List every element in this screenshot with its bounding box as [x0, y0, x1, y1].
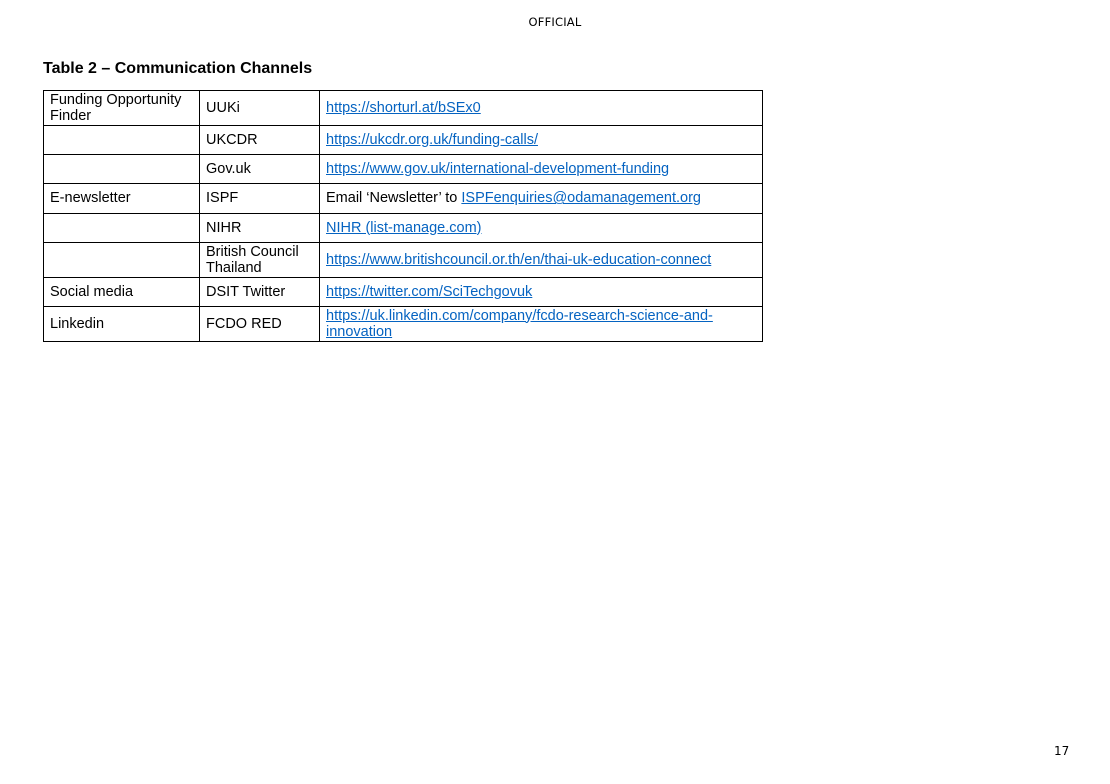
channel-cell: DSIT Twitter — [200, 278, 320, 307]
channel-link[interactable]: https://www.britishcouncil.or.th/en/thai-uk-education-connect — [326, 251, 712, 268]
communication-channels-table — [43, 90, 763, 342]
category-cell — [44, 126, 200, 155]
channel-cell: NIHR — [200, 214, 320, 243]
category-cell: Funding Opportunity Finder — [44, 91, 200, 126]
category-cell — [44, 243, 200, 278]
email-instruction: Email ‘Newsletter’ to — [326, 190, 462, 207]
table-title: Table 2 – Communication Channels — [43, 60, 313, 77]
link-cell — [320, 126, 763, 155]
channel-link[interactable]: https://ukcdr.org.uk/funding-calls/ — [326, 131, 538, 148]
link-cell — [320, 184, 763, 214]
channel-cell: UUKi — [200, 91, 320, 126]
security-marking: OFFICIAL — [528, 15, 582, 29]
channel-link[interactable]: https://shorturl.at/bSEx0 — [326, 99, 481, 116]
channel-cell: UKCDR — [200, 126, 320, 155]
table-row — [44, 155, 763, 184]
link-cell — [320, 91, 763, 126]
link-cell — [320, 278, 763, 307]
table-row — [44, 278, 763, 307]
table-row — [44, 184, 763, 214]
channel-cell: Gov.uk — [200, 155, 320, 184]
table-row — [44, 91, 763, 126]
category-cell: Linkedin — [44, 307, 200, 342]
channel-cell: FCDO RED — [200, 307, 320, 342]
link-cell — [320, 307, 763, 342]
channel-link[interactable]: https://uk.linkedin.com/company/fcdo-research-science-and-innovation — [326, 307, 713, 340]
table-row — [44, 214, 763, 243]
page-number: 17 — [1054, 744, 1070, 758]
channel-link[interactable]: https://www.gov.uk/international-development-funding — [326, 160, 670, 177]
table-row — [44, 243, 763, 278]
channel-link[interactable]: NIHR (list-manage.com) — [326, 219, 482, 236]
link-cell — [320, 214, 763, 243]
channel-link[interactable]: https://twitter.com/SciTechgovuk — [326, 283, 533, 300]
link-cell — [320, 155, 763, 184]
category-cell: E-newsletter — [44, 184, 200, 214]
link-cell — [320, 243, 763, 278]
email-link[interactable]: ISPFenquiries@odamanagement.org — [461, 190, 701, 207]
table-row — [44, 307, 763, 342]
channel-cell: ISPF — [200, 184, 320, 214]
category-cell — [44, 214, 200, 243]
channel-cell: British Council Thailand — [200, 243, 320, 278]
category-cell: Social media — [44, 278, 200, 307]
category-cell — [44, 155, 200, 184]
table-row — [44, 126, 763, 155]
